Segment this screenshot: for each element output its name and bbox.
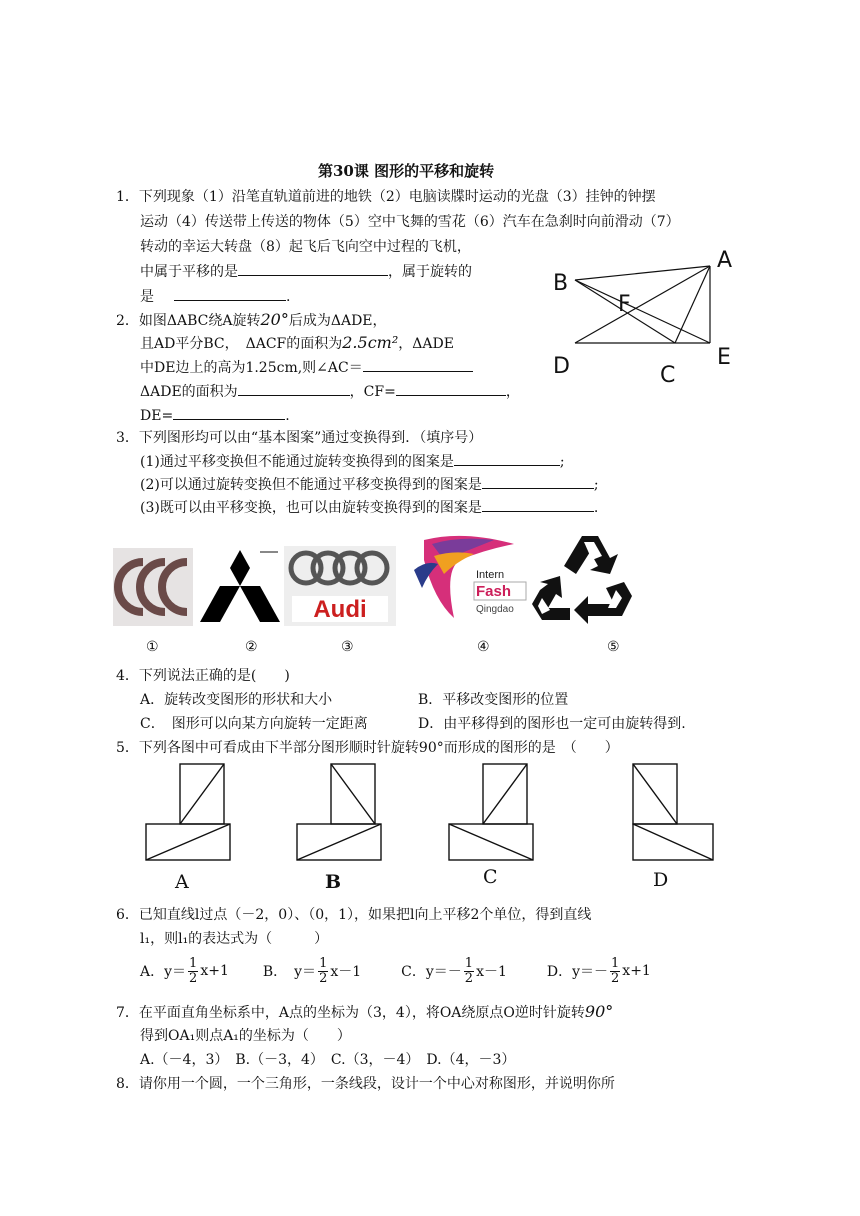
q3-line4-text: (3)既可以由平移变换，也可以由旋转变换得到的图案是 [140, 500, 482, 516]
q6-option-b[interactable] [263, 957, 361, 985]
fash-top-text: Intern [476, 569, 505, 581]
q1-line1: 1．下列现象（1）沿笔直轨道前进的地铁（2）电脑读牒时运动的光盘（3）挂钟的钟摆 [116, 189, 656, 205]
q6-opt-b-fraction [318, 957, 328, 985]
q4-option-a[interactable]: A．旋转改变图形的形状和大小 [140, 692, 333, 708]
q1-rotation-label: ，属于旋转的 [388, 264, 472, 280]
q1-line4 [140, 261, 472, 281]
q7-line2: 得到OA₁则点A₁的坐标为（ ） [140, 1028, 351, 1044]
q1-translation-blank[interactable] [238, 261, 388, 276]
frac-den: 2 [464, 971, 474, 986]
frac-num: 1 [319, 956, 328, 971]
q7-angle: 90° [584, 1002, 614, 1021]
q1-line5 [140, 286, 290, 306]
q7-line1-text: 7．在平面直角坐标系中，A点的坐标为（3，4），将OA绕原点O逆时针旋转 [116, 1005, 585, 1021]
q3-blank-1[interactable] [454, 451, 560, 466]
q2-line2-text: 且AD平分BC， ΔACF的面积为 [140, 336, 343, 352]
q2-area-blank[interactable] [238, 381, 350, 396]
q2-area: 2.5cm² [342, 333, 399, 352]
logo-number-4: ④ [477, 639, 490, 655]
label-F: F [618, 292, 631, 317]
q2-cf-label: ，CF= [349, 384, 396, 400]
q3-line4-tail: . [593, 500, 599, 516]
q6-option-d[interactable] [547, 957, 651, 985]
q2-angle: 20° [260, 310, 289, 329]
q6-opt-c-fraction [464, 957, 474, 985]
q2-line2 [140, 333, 454, 353]
q6-opt-d-post: x+1 [622, 963, 651, 979]
q4-option-b[interactable]: B．平移改变图形的位置 [418, 692, 569, 708]
q2-line4 [140, 381, 520, 401]
q6-options [140, 951, 651, 991]
q2-de-label: DE= [140, 408, 174, 424]
q1-line5-prefix: 是 [140, 289, 154, 305]
frac-num: 1 [611, 956, 620, 971]
frac-den: 2 [611, 971, 620, 986]
q3-line4 [140, 497, 598, 517]
q6-opt-c-pre: C．y＝－ [401, 964, 462, 980]
q7-line1 [116, 1002, 613, 1022]
q2-line1-tail: 后成为ΔADE， [288, 313, 387, 329]
label-E: E [717, 345, 731, 370]
fash-mid-text: Fash [476, 583, 512, 600]
q4-option-d[interactable]: D．由平移得到的图形也一定可由旋转得到. [418, 716, 686, 732]
q3-blank-3[interactable] [482, 497, 594, 512]
q3-line2-tail: ; [559, 454, 565, 470]
q2-line3-text: 中DE边上的高为1.25cm,则∠AC＝ [140, 360, 363, 376]
q2-line3 [140, 357, 473, 377]
q6-opt-b-post: x－1 [330, 964, 362, 980]
q3-line2-text: (1)通过平移变换但不能通过旋转变换得到的图案是 [140, 454, 454, 470]
q4-line1: 4．下列说法正确的是( ) [116, 668, 290, 684]
q1-line5-suffix: . [286, 289, 291, 305]
q2-de-blank[interactable] [173, 405, 285, 420]
q1-line2: 运动（4）传送带上传送的物体（5）空中飞舞的雪花（6）汽车在急刹时向前滑动（7） [140, 214, 680, 230]
q1-translation-label: 中属于平移的是 [140, 264, 238, 280]
q2-line5-tail: . [285, 408, 290, 424]
q3-line3 [140, 474, 599, 494]
logo-recycle [528, 530, 636, 626]
frac-den: 2 [319, 971, 328, 986]
q6-opt-a-post: x+1 [200, 963, 229, 979]
label-D: D [553, 354, 570, 379]
frac-den: 2 [189, 971, 198, 986]
q6-option-a[interactable] [140, 957, 229, 985]
q5-label-d[interactable]: D [653, 869, 669, 891]
q2-area-label: ΔADE的面积为 [140, 384, 238, 400]
logo-number-1: ① [146, 639, 159, 655]
logo-number-2: ② [245, 639, 258, 655]
q4-option-c[interactable]: C． 图形可以向某方向旋转一定距离 [140, 716, 368, 732]
frac-num: 1 [464, 956, 474, 971]
q3-line3-tail: ; [593, 477, 599, 493]
q5-line1: 5．下列各图中可看成由下半部分图形顺时针旋转90°而形成的图形的是 （ ） [116, 740, 619, 756]
q6-opt-d-pre: D．y＝－ [546, 964, 609, 980]
q2-line5 [140, 405, 290, 424]
q6-line2: l₁，则l₁的表达式为（ ） [140, 931, 329, 947]
label-B: B [553, 271, 569, 296]
q6-opt-b-pre: B． y＝ [262, 964, 317, 980]
fash-bot-text: Qingdao [476, 604, 514, 615]
q2-line4-tail: ， [505, 384, 520, 400]
frac-num: 1 [189, 956, 198, 971]
q6-option-c[interactable] [401, 957, 507, 985]
logo-number-5: ⑤ [607, 639, 620, 655]
q8-line1: 8．请你用一个圆，一个三角形，一条线段，设计一个中心对称图形，并说明你所 [116, 1076, 615, 1092]
q3-line1: 3．下列图形均可以由“基本图案”通过变换得到．（填序号） [116, 430, 483, 446]
q2-line2-tail: ，ΔADE [398, 336, 454, 352]
logo-ccc [113, 548, 193, 626]
q5-label-a[interactable]: A [175, 871, 189, 893]
q2-line1-text: 2．如图ΔABC绕A旋转 [116, 313, 261, 329]
q7-options[interactable]: A.（－4，3） B.（－3，4） C.（3，－4） D.（4，－3） [140, 1052, 516, 1068]
q3-blank-2[interactable] [482, 474, 594, 489]
q5-label-b[interactable]: B [325, 871, 342, 893]
q3-line3-text: (2)可以通过旋转变换但不能通过平移变换得到的图案是 [140, 477, 482, 493]
q3-line2 [140, 451, 565, 471]
q6-opt-a-fraction [188, 957, 198, 985]
q6-opt-d-fraction [610, 957, 620, 985]
q1-line3: 转动的幸运大转盘（8）起飞后飞向空中过程的飞机， [140, 239, 471, 255]
q6-opt-a-pre: A．y＝ [140, 964, 187, 980]
q5-label-c[interactable]: C [483, 866, 498, 888]
label-C: C [660, 363, 676, 388]
q2-line1 [116, 310, 387, 330]
logo-audi [284, 546, 396, 626]
q2-cf-blank[interactable] [396, 381, 506, 396]
q6-line1: 6．已知直线l过点（－2，0）、（0，1），如果把l向上平移2个单位，得到直线 [116, 907, 592, 923]
q2-ac-blank[interactable] [363, 357, 473, 372]
label-A: A [717, 248, 733, 273]
logo-number-3: ③ [341, 639, 354, 655]
page-title: 第30课 图形的平移和旋转 [318, 162, 495, 180]
logo-mitsubishi [194, 548, 286, 626]
audi-text: Audi [313, 596, 367, 623]
q6-opt-c-post: x－1 [476, 964, 507, 980]
logo-fashion [404, 530, 528, 620]
q1-rotation-blank[interactable] [174, 286, 286, 301]
